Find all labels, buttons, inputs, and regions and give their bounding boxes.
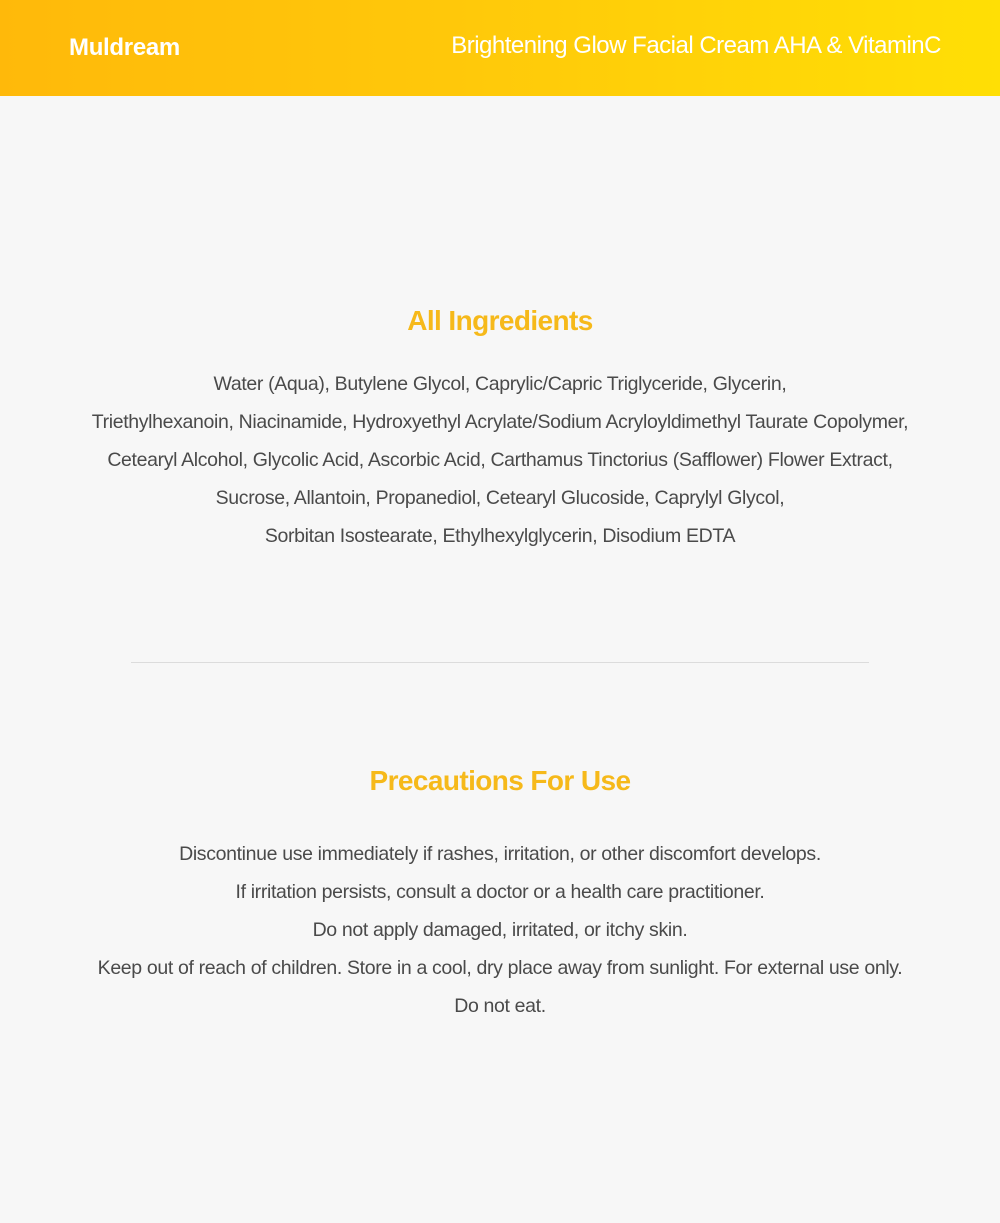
precautions-line: If irritation persists, consult a doctor or a health care practitioner. xyxy=(235,881,765,903)
product-name: Brightening Glow Facial Cream AHA & VitaminC xyxy=(451,32,941,59)
precautions-line: Keep out of reach of children. Store in a cool, dry place away from sunlight. For external use only. xyxy=(97,957,903,979)
ingredients-title: All Ingredients xyxy=(407,305,593,336)
section-divider xyxy=(131,662,869,663)
precautions-line: Discontinue use immediately if rashes, irritation, or other discomfort develops. xyxy=(179,843,821,865)
precautions-line: Do not eat. xyxy=(454,995,546,1017)
ingredients-line: Water (Aqua), Butylene Glycol, Caprylic/Capric Triglyceride, Glycerin, xyxy=(213,373,787,395)
ingredients-line: Sucrose, Allantoin, Propanediol, Cetearyl Glucoside, Caprylyl Glycol, xyxy=(215,487,785,509)
precautions-title: Precautions For Use xyxy=(369,765,631,796)
ingredients-line: Triethylhexanoin, Niacinamide, Hydroxyethyl Acrylate/Sodium Acryloyldimethyl Taurate Copolymer, xyxy=(91,411,909,433)
brand-name: Muldream xyxy=(69,34,180,61)
ingredients-line: Sorbitan Isostearate, Ethylhexylglycerin, Disodium EDTA xyxy=(264,525,736,547)
ingredients-line: Cetearyl Alcohol, Glycolic Acid, Ascorbic Acid, Carthamus Tinctorius (Safflower) Flower Extract, xyxy=(107,449,893,471)
header-banner xyxy=(0,0,1000,96)
precautions-list xyxy=(40,835,960,1025)
precautions-line: Do not apply damaged, irritated, or itchy skin. xyxy=(312,919,688,941)
ingredients-list xyxy=(40,365,960,555)
